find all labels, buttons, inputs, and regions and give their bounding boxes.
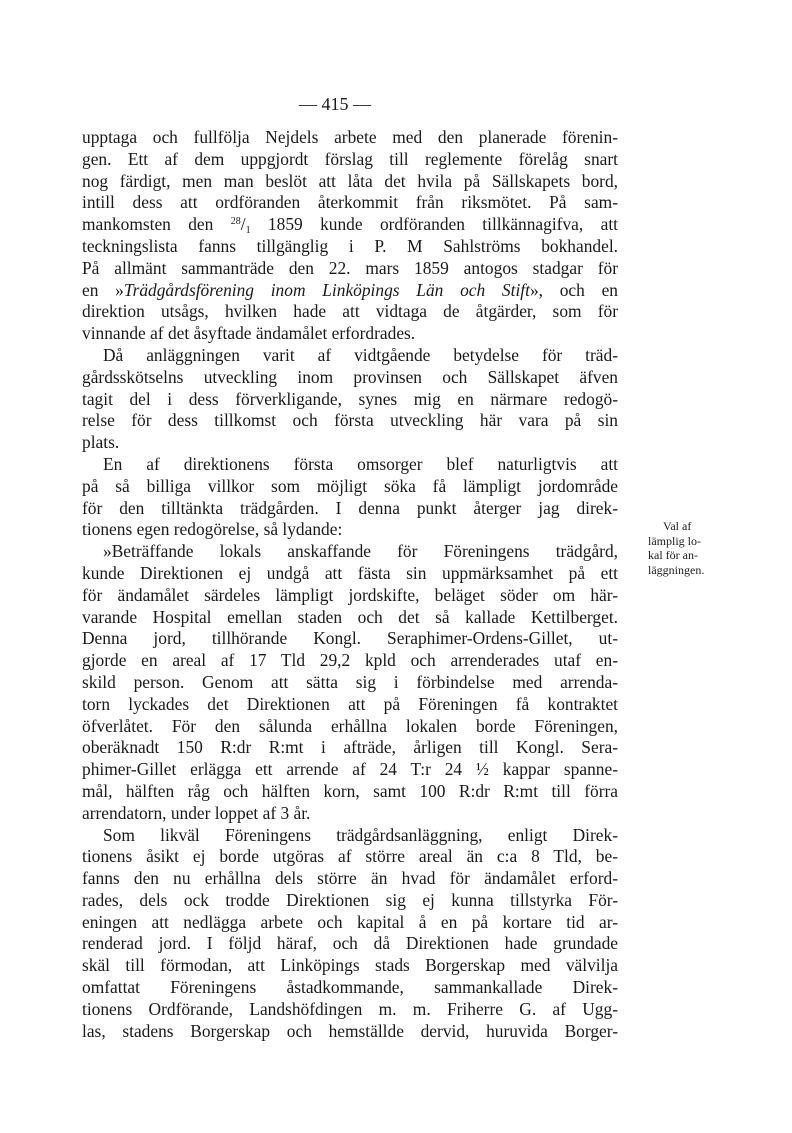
text-line: kunde Direktionen ej undgå att fästa sin uppmärksamhet på ett	[82, 562, 618, 583]
paragraph	[82, 454, 618, 541]
text-line: arrendatorn, under loppet af 3 år.	[82, 802, 311, 823]
text-line: skild person. Genom att sätta sig i förbindelse med arrenda-	[82, 671, 618, 692]
text-line: gen. Ett af dem uppgjordt förslag till reglemente förelåg snart	[82, 148, 618, 169]
text-line: phimer-Gillet erlägga ett arrende af 24 T:r 24 ½ kappar spanne-	[82, 759, 618, 780]
text-line: Som likväl Föreningens trädgårdsanläggning, enligt Direk-	[103, 824, 618, 845]
text-line: gjorde en areal af 17 Tld 29,2 kpld och arrenderades utaf en-	[82, 650, 618, 671]
text-line: eningen att nedlägga arbete och kapital å en på kortare tid ar-	[82, 911, 618, 932]
paragraph	[82, 541, 618, 824]
text-line: relse för dess tillkomst och första utveckling här vara på sin	[82, 410, 618, 431]
text-segment: », och en	[529, 279, 618, 300]
page-number: — 415 —	[299, 94, 371, 114]
margin-note	[648, 519, 728, 577]
text-line: omfattat Föreningens åstadkommande, sammankallade Direk-	[82, 977, 618, 998]
text-line: »Beträffande lokals anskaffande för Föreningens trädgård,	[103, 541, 618, 562]
text-line: skäl till förmodan, att Linköpings stads Borgerskap med välvilja	[82, 955, 618, 976]
text-segment: 28	[230, 216, 241, 228]
text-line: En af direktionens första omsorger blef naturligtvis att	[103, 453, 618, 474]
paragraph	[82, 127, 618, 345]
paragraph	[82, 345, 618, 454]
text-line: upptaga och fullfölja Nejdels arbete med den planerade förenin-	[82, 127, 618, 147]
text-line: gårdsskötselns utveckling inom provinsen och Sällskapet äfven	[82, 366, 618, 387]
margin-note-line: kal för an-	[648, 548, 698, 562]
text-line	[82, 280, 618, 302]
text-line: oberäknadt 150 R:dr R:mt i afträde, årligen till Kongl. Sera-	[82, 737, 618, 758]
text-line: Denna jord, tillhörande Kongl. Seraphimer-Ordens-Gillet, ut-	[82, 628, 618, 649]
text-line	[82, 214, 618, 236]
italic-title: Trädgårdsförening inom Linköpings Län och Stift	[123, 279, 530, 300]
text-line: tionens åsikt ej borde utgöras af större areal än c:a 8 Tld, be-	[82, 846, 618, 867]
text-line: på så billiga villkor som möjligt söka få lämpligt jordområde	[82, 475, 618, 496]
text-line: tionens Ordförande, Landshöfdingen m. m. Friherre G. af Ugg-	[82, 998, 618, 1019]
text-line: för den tilltänkta trädgården. I denna punkt återger jag direk-	[82, 497, 618, 518]
text-line: plats.	[82, 432, 120, 453]
text-line: öfverlåtet. För den sålunda erhållna lokalen borde Föreningen,	[82, 715, 618, 736]
margin-note-line: Val af	[663, 519, 692, 533]
text-line: för ändamålet särdeles lämpligt jordskifte, beläget söder om här-	[82, 584, 618, 605]
text-segment: /	[240, 214, 246, 235]
text-segment: 1859 kunde ordföranden tillkännagifva, att	[250, 214, 618, 235]
text-line: nog färdigt, men man beslöt att låta det hvila på Sällskapets bord,	[82, 170, 618, 191]
text-line: fanns den nu erhållna dels större än hvad för ändamålet erford-	[82, 868, 618, 889]
text-line: las, stadens Borgerskap och hemställde dervid, huruvida Borger-	[82, 1020, 618, 1041]
text-line: varande Hospital emellan staden och det så kallade Kettilberget.	[82, 606, 618, 627]
text-segment: en »	[82, 279, 124, 300]
text-line: vinnande af det åsyftade ändamålet erfordrades.	[82, 323, 416, 344]
text-line: teckningslista fanns tillgänglig i P. M Sahlströms bokhandel.	[82, 235, 618, 256]
text-segment: 1	[245, 225, 251, 237]
text-line: mål, hälften råg och hälften korn, samt 100 R:dr R:mt till förra	[82, 780, 618, 801]
text-line: torn lyckades det Direktionen att på Föreningen få kontraktet	[82, 693, 618, 714]
text-segment: mankomsten den	[82, 214, 231, 235]
margin-note-line: läggningen.	[648, 562, 705, 577]
text-line: rades, dels ock trodde Direktionen sig ej kunna tillstyrka För-	[82, 889, 618, 910]
paragraph	[82, 825, 618, 1043]
text-line: direktion utsågs, hvilken hade att vidtaga de åtgärder, som för	[82, 301, 618, 322]
text-line: På allmänt sammanträde den 22. mars 1859 antogos stadgar för	[82, 257, 618, 278]
text-line: Då anläggningen varit af vidtgående betydelse för träd-	[103, 344, 618, 365]
text-line: tagit del i dess förverkligande, synes mig en närmare redogö-	[82, 388, 618, 409]
margin-note-line: lämplig lo-	[648, 533, 701, 548]
body-text	[82, 127, 618, 1042]
text-line: intill dess att ordföranden återkommit från riksmötet. På sam-	[82, 192, 618, 213]
text-line: tionens egen redogörelse, så lydande:	[82, 519, 343, 540]
text-line: renderad jord. I följd häraf, och då Direktionen hade grundade	[82, 933, 618, 954]
